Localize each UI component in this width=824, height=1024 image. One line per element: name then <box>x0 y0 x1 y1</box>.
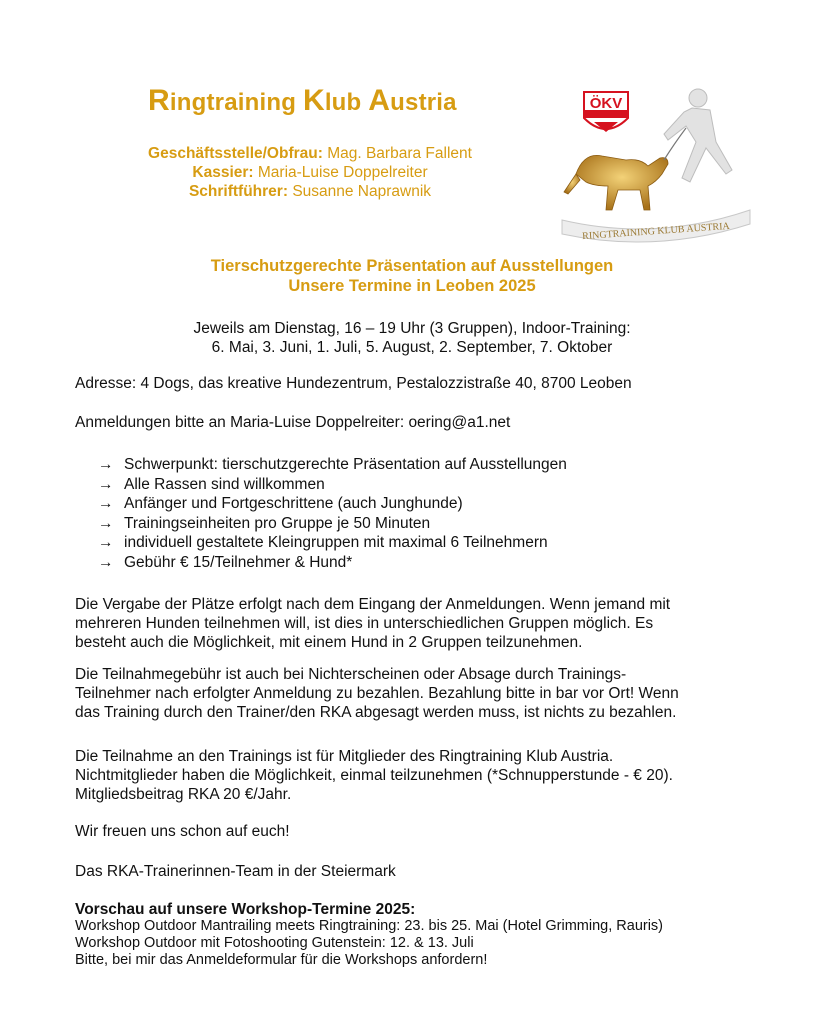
gold-dog <box>564 155 668 210</box>
runner-silhouette <box>664 89 732 182</box>
address-text: Adresse: 4 Dogs, das kreative Hundezentrum, Pestalozzistraße 40, 8700 Leoben <box>75 375 632 392</box>
paragraph-line: besteht auch die Möglichkeit, mit einem Hund in 2 Gruppen teilzunehmen. <box>75 634 583 651</box>
list-item <box>98 553 567 573</box>
greeting-text: Wir freuen uns schon auf euch! <box>75 823 290 840</box>
officer-name: Mag. Barbara Fallent <box>327 145 472 162</box>
list-item-text: Anfänger und Fortgeschrittene (auch Junghunde) <box>124 495 463 512</box>
officer-line <box>120 144 500 163</box>
okv-badge-text: ÖKV <box>589 95 623 112</box>
club-title <box>148 84 457 118</box>
officers-block <box>120 144 500 201</box>
headline-line2: Unsere Termine in Leoben 2025 <box>288 277 536 295</box>
club-title-part: ingtraining <box>169 89 303 116</box>
workshop-preview <box>75 901 755 969</box>
officer-line <box>120 163 500 182</box>
list-item <box>98 475 567 495</box>
membership-paragraph <box>75 747 755 804</box>
arrow-icon: → <box>98 456 114 473</box>
preview-title: Vorschau auf unsere Workshop-Termine 2025: <box>75 901 416 918</box>
officer-role: Geschäftsstelle/Obfrau: <box>148 145 323 162</box>
logo-ribbon-text: RINGTRAINING KLUB AUSTRIA <box>581 220 731 243</box>
officer-name: Susanne Naprawnik <box>292 183 432 200</box>
preview-line: Workshop Outdoor Mantrailing meets Ringtraining: 23. bis 25. Mai (Hotel Grimming, Rauris) <box>75 918 664 934</box>
headline-line1: Tierschutzgerechte Präsentation auf Ausstellungen <box>210 257 614 275</box>
registration-text: Anmeldungen bitte an Maria-Luise Doppelreiter: oering@a1.net <box>75 414 511 431</box>
officer-line <box>120 182 500 201</box>
club-title-initial-r: R <box>148 84 170 117</box>
paragraph-line: Die Vergabe der Plätze erfolgt nach dem Eingang der Anmeldungen. Wenn jemand mit <box>75 596 671 613</box>
club-title-initial-k: K <box>302 84 325 117</box>
list-item-text: individuell gestaltete Kleingruppen mit maximal 6 Teilnehmern <box>124 534 548 551</box>
list-item <box>98 533 567 553</box>
list-item-text: Trainingseinheiten pro Gruppe je 50 Minuten <box>124 514 431 532</box>
feature-list <box>98 455 567 572</box>
paragraph-line: Teilnehmer nach erfolgter Anmeldung zu bezahlen. Bezahlung bitte in bar vor Ort! Wenn <box>75 685 679 702</box>
officer-name: Maria-Luise Doppelreiter <box>257 164 428 181</box>
club-title-part: ustria <box>390 89 457 116</box>
allocation-paragraph <box>75 595 755 652</box>
list-item-text: Schwerpunkt: tierschutzgerechte Präsentation auf Ausstellungen <box>124 456 567 473</box>
paragraph-line: Die Teilnahme an den Trainings ist für Mitglieder des Ringtraining Klub Austria. <box>75 748 614 765</box>
list-item <box>98 514 567 534</box>
paragraph-line: mehreren Hunden teilnehmen will, ist dies in unterschiedlichen Gruppen möglich. Es <box>75 615 654 632</box>
fee-paragraph <box>75 665 755 722</box>
okv-badge <box>584 92 628 132</box>
arrow-icon: → <box>98 495 114 512</box>
preview-line: Workshop Outdoor mit Fotoshooting Gutenstein: 12. & 13. Juli <box>75 935 474 951</box>
list-item-text: Gebühr € 15/Teilnehmer & Hund* <box>124 553 353 571</box>
signature-text: Das RKA-Trainerinnen-Team in der Steiermark <box>75 863 396 880</box>
arrow-icon: → <box>98 534 114 551</box>
list-item <box>98 455 567 475</box>
list-item <box>98 494 567 514</box>
arrow-icon: → <box>98 514 114 532</box>
club-logo <box>556 82 756 252</box>
schedule-line2: 6. Mai, 3. Juni, 1. Juli, 5. August, 2. September, 7. Oktober <box>211 339 613 356</box>
preview-line: Bitte, bei mir das Anmeldeformular für die Workshops anfordern! <box>75 952 488 968</box>
paragraph-line: Mitgliedsbeitrag RKA 20 €/Jahr. <box>75 786 292 803</box>
paragraph-line: Nichtmitglieder haben die Möglichkeit, einmal teilzunehmen (*Schnupperstunde - € 20). <box>75 767 673 784</box>
paragraph-line: Die Teilnahmegebühr ist auch bei Nichterscheinen oder Absage durch Trainings- <box>75 666 627 683</box>
schedule-line1: Jeweils am Dienstag, 16 – 19 Uhr (3 Gruppen), Indoor-Training: <box>193 320 631 337</box>
officer-role: Kassier: <box>192 164 254 181</box>
officer-role: Schriftführer: <box>188 183 288 200</box>
arrow-icon: → <box>98 475 114 493</box>
paragraph-line: das Training durch den Trainer/den RKA abgesagt werden muss, ist nichts zu bezahlen. <box>75 704 677 721</box>
arrow-icon: → <box>98 553 114 571</box>
schedule-block <box>60 319 764 357</box>
page-headline <box>60 256 764 296</box>
club-title-part: lub <box>324 89 369 116</box>
club-title-initial-a: A <box>368 84 391 117</box>
list-item-text: Alle Rassen sind willkommen <box>124 475 325 493</box>
